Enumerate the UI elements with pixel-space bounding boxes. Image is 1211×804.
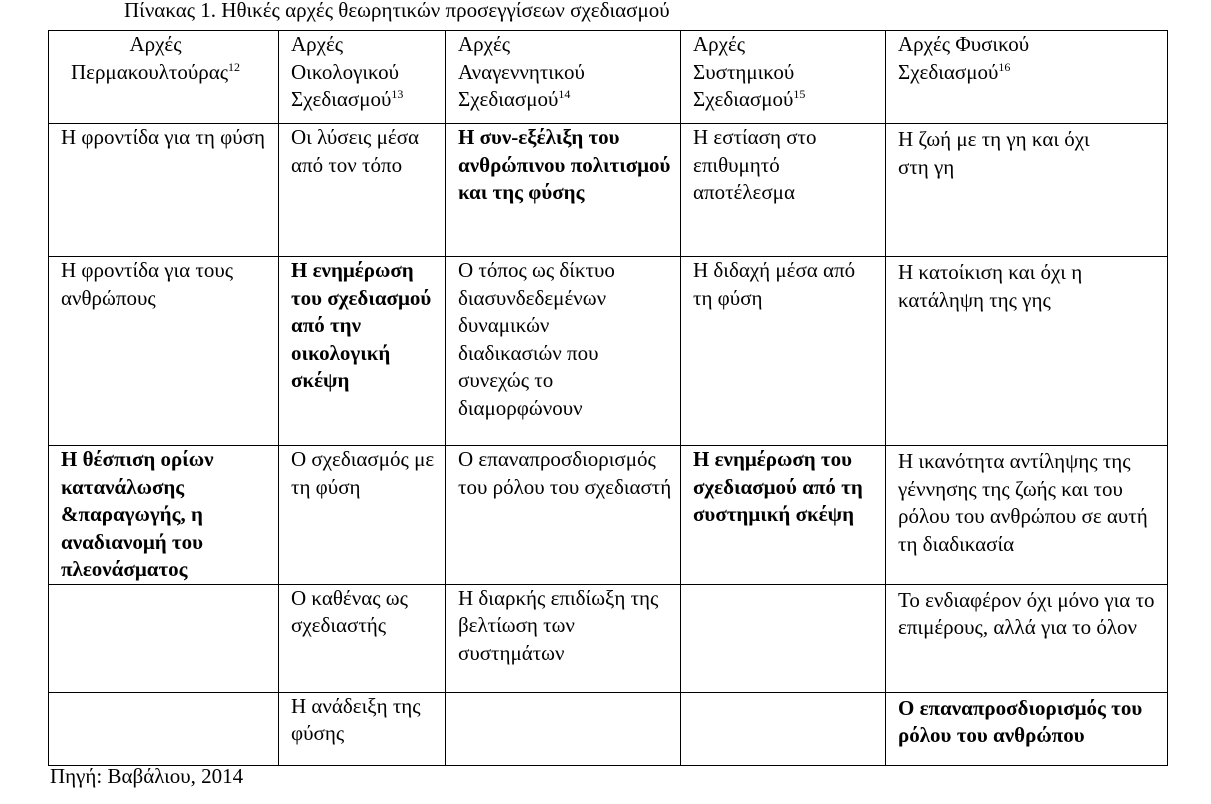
cell-text: Ο τόπος ως δίκτυο διασυνδεδεμένων δυναμικών διαδικασιών που συνεχώς το διαμορφώνουν (458, 258, 615, 420)
header-cell-regenerative (446, 31, 681, 124)
table-cell (446, 257, 681, 446)
header-line: Αναγεννητικού (458, 59, 585, 84)
header-line: Αρχές (129, 32, 182, 56)
cell-text: Η κατοίκιση και όχι η κατάληψη της γης (898, 260, 1083, 312)
table-row (49, 584, 1168, 692)
table-row (49, 124, 1168, 257)
cell-text: Το ενδιαφέρον όχι μόνο για το επιμέρους, αλλά για το όλον (898, 587, 1155, 639)
table-cell (446, 692, 681, 765)
header-line: Αρχές Φυσικού (898, 32, 1030, 56)
table-cell (279, 446, 446, 585)
cell-text: Η ενημέρωση του σχεδιασμού από την οικολογική σκέψη (291, 258, 432, 392)
cell-text: Η ενημέρωση του σχεδιασμού από τη συστημική σκέψη (693, 447, 863, 526)
table-header-row (49, 31, 1168, 124)
header-cell-systemic (681, 31, 886, 124)
table-cell (886, 692, 1168, 765)
cell-text: Ο επαναπροσδιορισμός του ρόλου του σχεδιαστή (458, 447, 672, 499)
table-cell (49, 584, 279, 692)
cell-text: Η συν-εξέλιξη του ανθρώπινου πολιτισμού και της φύσης (458, 125, 671, 204)
table-cell (446, 446, 681, 585)
cell-text: Ο επαναπροσδιορισμός του ρόλου του ανθρώπου (898, 695, 1143, 747)
table-cell (886, 124, 1168, 257)
cell-text: Η εστίαση στο επιθυμητό αποτέλεσμα (693, 125, 817, 204)
table-cell (279, 257, 446, 446)
cell-text: Ο καθένας ως σχεδιαστής (291, 585, 408, 637)
cell-text: Η διαρκής επιδίωξη της βελτίωση των συστημάτων (458, 585, 659, 665)
cell-text: Η φροντίδα για τους ανθρώπους (61, 258, 234, 310)
header-line: Οικολογικού (291, 59, 400, 84)
table-caption: Πίνακας 1. Ηθικές αρχές θεωρητικών προσεγγίσεων σχεδιασμού (124, 0, 670, 22)
table-cell (886, 446, 1168, 585)
table-cell (279, 692, 446, 765)
cell-text: Η ανάδειξη της φύσης (291, 693, 421, 745)
table-cell (681, 257, 886, 446)
header-line: Σχεδιασμού$^{15}$ (693, 87, 806, 111)
header-line: Συστημικού (693, 59, 795, 84)
table-cell (49, 446, 279, 585)
table-cell (681, 692, 886, 765)
cell-text: Οι λύσεις μέσα από τον τόπο (291, 125, 420, 177)
cell-text: Η διδαχή μέσα από τη φύση (693, 258, 856, 310)
cell-text: Η ζωή με τη γη και όχι στη γη (898, 127, 1090, 179)
cell-text: Η θέσπιση ορίων κατανάλωσης &παραγωγής, η αναδιανομή του πλεονάσματος (61, 447, 214, 581)
footnote-ref: 13 (391, 87, 404, 101)
header-line: Αρχές (693, 32, 746, 56)
table-row (49, 446, 1168, 585)
header-line: Σχεδιασμού$^{14}$ (458, 87, 571, 111)
cell-text: Ο σχεδιασμός με τη φύση (291, 447, 435, 499)
table-cell (49, 692, 279, 765)
cell-text: Η ικανότητα αντίληψης της γέννησης της ζωής και του ρόλου του ανθρώπου σε αυτή τη διαδικασία (898, 449, 1148, 556)
header-cell-natural (886, 31, 1168, 124)
table-cell (49, 124, 279, 257)
table-cell (681, 124, 886, 257)
header-line: Αρχές (291, 32, 344, 56)
table-cell (681, 446, 886, 585)
table-row (49, 692, 1168, 765)
table-cell (681, 584, 886, 692)
header-line: Σχεδιασμού$^{16}$ (898, 59, 1011, 84)
table-cell (446, 584, 681, 692)
footnote-ref: 15 (793, 87, 806, 101)
table-cell (49, 257, 279, 446)
source-note: Πηγή: Βαβάλιου, 2014 (50, 764, 244, 788)
header-line: Αρχές (458, 32, 511, 56)
table-cell (446, 124, 681, 257)
table-cell (279, 124, 446, 257)
footnote-ref: 12 (228, 59, 241, 74)
footnote-ref: 16 (998, 59, 1011, 74)
header-line: Σχεδιασμού$^{13}$ (291, 87, 404, 111)
table-cell (279, 584, 446, 692)
header-line: Περμακουλτούρας$^{12}$ (70, 59, 241, 84)
table-cell (886, 584, 1168, 692)
cell-text: Η φροντίδα για τη φύση (61, 125, 265, 149)
table-cell (886, 257, 1168, 446)
header-cell-ecological (279, 31, 446, 124)
table-row (49, 257, 1168, 446)
footnote-ref: 14 (558, 87, 571, 101)
header-cell-permaculture (49, 31, 279, 124)
principles-table (48, 30, 1168, 766)
